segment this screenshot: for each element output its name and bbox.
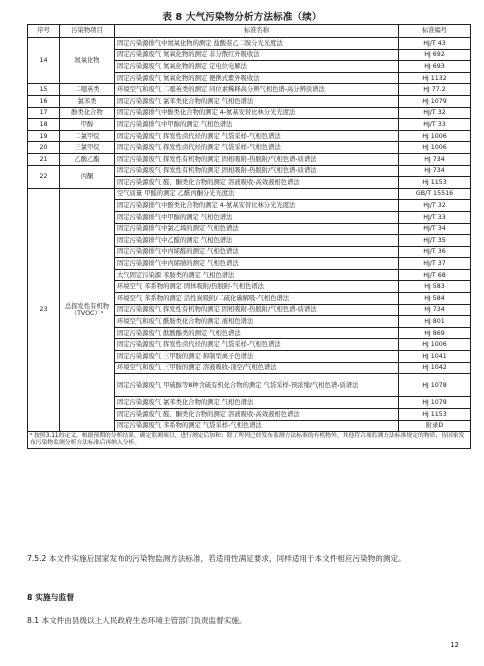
pollutant-name: 总挥发性有机物（TVOC）ᵃ bbox=[60, 188, 115, 431]
standard-name: 环境空气和废气 酰胺类化合物的测定 液相色谱法 bbox=[115, 316, 399, 328]
standard-code: HJ 1153 bbox=[399, 409, 471, 421]
row-number: 19 bbox=[28, 130, 60, 142]
standard-code: HJ 1041 bbox=[399, 351, 471, 363]
standard-code: HJ 1042 bbox=[399, 362, 471, 374]
standard-code: HJ/T 33 bbox=[399, 211, 471, 223]
standard-name: 固定污染源排气中甲醇的测定 气相色谱法 bbox=[115, 211, 399, 223]
standard-code: HJ/T 33 bbox=[399, 119, 471, 131]
table-row bbox=[28, 38, 471, 50]
standard-code: HJ 1079 bbox=[399, 397, 471, 409]
row-number: 14 bbox=[28, 38, 60, 84]
standard-name: 固定污染源废气 甲硫醇等8种含硫有机化合物的测定 气袋采样-预浓缩/气相色谱-质谱法 bbox=[115, 374, 399, 397]
standard-name: 固定污染源废气 醛、酮类化合物的测定 溶液吸收-高效液相色谱法 bbox=[115, 409, 399, 421]
standard-code: HJ 1079 bbox=[399, 95, 471, 107]
table-row bbox=[28, 165, 471, 177]
header-standard-code: 标准编号 bbox=[399, 25, 471, 38]
table-header-row bbox=[28, 25, 471, 38]
standard-code: HJ/T 43 bbox=[399, 38, 471, 50]
standard-code: HJ 583 bbox=[399, 281, 471, 293]
standard-name: 环境空气和废气 二噁英类的测定 同位素稀释高分辨气相色谱-高分辨质谱法 bbox=[115, 84, 399, 96]
table-row bbox=[28, 84, 471, 96]
standard-name: 固定污染源废气 挥发性卤代烃的测定 气袋采样-气相色谱法 bbox=[115, 130, 399, 142]
standard-name: 固定污染源废气 醛、酮类化合物的测定 溶液吸收-高效液相色谱法 bbox=[115, 177, 399, 189]
paragraph-7-5-2: 7.5.2 本文件实施后国家发布的污染物监测方法标准，若适用性满足要求，同样适用于本文件相应污染物的测定。 bbox=[27, 554, 406, 563]
row-number: 22 bbox=[28, 165, 60, 188]
pollutant-name: 二氯甲烷 bbox=[60, 130, 115, 142]
standard-code: HJ/T 32 bbox=[399, 107, 471, 119]
standard-code: HJ/T 37 bbox=[399, 258, 471, 270]
section-8-heading: 8 实施与监督 bbox=[27, 593, 75, 602]
standard-code: HJ 693 bbox=[399, 61, 471, 73]
standard-name: 固定污染源排气中氮氧化物的测定 盐酸萘乙二胺分光光度法 bbox=[115, 38, 399, 50]
standard-code: GB/T 15516 bbox=[399, 188, 471, 200]
standard-name: 固定污染源排气中丙烯醛的测定 气相色谱法 bbox=[115, 246, 399, 258]
standard-code: HJ 1006 bbox=[399, 142, 471, 154]
table-row bbox=[28, 153, 471, 165]
standard-code: HJ 1153 bbox=[399, 177, 471, 189]
standard-name: 固定污染源废气 挥发性卤代烃的测定 气袋采样-气相色谱法 bbox=[115, 339, 399, 351]
page-number: 12 bbox=[450, 641, 459, 649]
standard-code: HJ 1132 bbox=[399, 72, 471, 84]
standard-code: HJ/T 35 bbox=[399, 235, 471, 247]
standard-name: 固定污染源废气 挥发性卤代烃的测定 气袋采样-气相色谱法 bbox=[115, 142, 399, 154]
standard-code: HJ/T 32 bbox=[399, 200, 471, 212]
row-number: 18 bbox=[28, 119, 60, 131]
row-number: 17 bbox=[28, 107, 60, 119]
standard-code: HJ 692 bbox=[399, 49, 471, 61]
table-body bbox=[28, 38, 471, 432]
standard-code: HJ 869 bbox=[399, 327, 471, 339]
standard-name: 固定污染源废气 酞酸酯类的测定 气相色谱法 bbox=[115, 327, 399, 339]
standard-code: HJ 1006 bbox=[399, 130, 471, 142]
standard-name: 固定污染源排气中甲醇的测定 气相色谱法 bbox=[115, 119, 399, 131]
table-row bbox=[28, 188, 471, 200]
pollutant-name: 乙酸乙酯 bbox=[60, 153, 115, 165]
standard-name: 环境空气和废气 三甲胺的测定 溶液吸收-顶空/气相色谱法 bbox=[115, 362, 399, 374]
table-row bbox=[28, 95, 471, 107]
standard-code: HJ 801 bbox=[399, 316, 471, 328]
row-number: 15 bbox=[28, 84, 60, 96]
standard-code: HJ 734 bbox=[399, 304, 471, 316]
pollutant-name: 甲醇 bbox=[60, 119, 115, 131]
standard-name: 固定污染源废气 氯苯类化合物的测定 气相色谱法 bbox=[115, 397, 399, 409]
pollutant-name: 丙酮 bbox=[60, 165, 115, 188]
table-title: 表 8 大气污染物分析方法标准（续） bbox=[162, 12, 322, 23]
standard-name: 环境空气 苯系物的测定 固体吸附/热脱附-气相色谱法 bbox=[115, 281, 399, 293]
standard-name: 固定污染源废气 氮氧化物的测定 定电位电解法 bbox=[115, 61, 399, 73]
standard-name: 固定污染源排气中丙烯腈的测定 气相色谱法 bbox=[115, 258, 399, 270]
standard-code: HJ 77.2 bbox=[399, 84, 471, 96]
standards-table bbox=[27, 24, 471, 449]
pollutant-name: 三氯甲烷 bbox=[60, 142, 115, 154]
standard-code: HJ 734 bbox=[399, 153, 471, 165]
standard-code: HJ/T 36 bbox=[399, 246, 471, 258]
pollutant-name: 二噁英类 bbox=[60, 84, 115, 96]
table-row bbox=[28, 119, 471, 131]
row-number: 23 bbox=[28, 188, 60, 431]
standard-name: 空气质量 甲醛的测定 乙酰丙酮分光光度法 bbox=[115, 188, 399, 200]
pollutant-name: 酚类化合物 bbox=[60, 107, 115, 119]
standard-code: HJ/T 34 bbox=[399, 223, 471, 235]
row-number: 21 bbox=[28, 153, 60, 165]
standard-name: 固定污染源排气中乙醛的测定 气相色谱法 bbox=[115, 235, 399, 247]
standard-name: 固定污染源废气 氮氧化物的测定 非分散红外吸收法 bbox=[115, 49, 399, 61]
table-row bbox=[28, 107, 471, 119]
header-pollutant: 污染物项目 bbox=[60, 25, 115, 38]
standard-code: HJ 734 bbox=[399, 165, 471, 177]
standard-name: 固定污染源排气中酚类化合物的测定 4-氨基安替比林分光光度法 bbox=[115, 200, 399, 212]
table-footnote: ᵃ 按照3.11的定义，根据预期的分析结果，确定监测项目，进行测定后加和；除了所列已经发布监测方法标准的有机物外，其他符合项监测方法标准规定的物质，待国家发布污染物监测分析方法标准后再纳入分析。 bbox=[28, 432, 471, 449]
standard-name: 固定污染源废气 挥发性有机物的测定 固相吸附-热脱附/气相色谱-质谱法 bbox=[115, 304, 399, 316]
header-no: 序号 bbox=[28, 25, 60, 38]
standard-code: HJ/T 68 bbox=[399, 269, 471, 281]
standard-code: HJ 584 bbox=[399, 293, 471, 305]
row-number: 20 bbox=[28, 142, 60, 154]
standard-name: 固定污染源废气 苯系物的测定 气袋采样-气相色谱法 bbox=[115, 420, 399, 432]
standard-code: HJ 1006 bbox=[399, 339, 471, 351]
standard-name: 环境空气 苯系物的测定 活性炭吸附/二硫化碳解吸-气相色谱法 bbox=[115, 293, 399, 305]
header-standard-name: 标准名称 bbox=[115, 25, 399, 38]
table-row bbox=[28, 142, 471, 154]
standard-name: 固定污染源废气 三甲胺的测定 抑制型离子色谱法 bbox=[115, 351, 399, 363]
standard-name: 固定污染源排气中酚类化合物的测定 4-氨基安替比林分光光度法 bbox=[115, 107, 399, 119]
standard-code: 附录D bbox=[399, 420, 471, 432]
standard-code: HJ 1078 bbox=[399, 374, 471, 397]
standard-name: 固定污染源排气中氯乙烯的测定 气相色谱法 bbox=[115, 223, 399, 235]
table-row bbox=[28, 130, 471, 142]
standard-name: 固定污染源废气 挥发性有机物的测定 固相吸附-热脱附/气相色谱-质谱法 bbox=[115, 153, 399, 165]
pollutant-name: 氯苯类 bbox=[60, 95, 115, 107]
standard-name: 固定污染源废气 挥发性有机物的测定 固相吸附-热脱附/气相色谱-质谱法 bbox=[115, 165, 399, 177]
pollutant-name: 氮氧化物 bbox=[60, 38, 115, 84]
footnote-row bbox=[28, 432, 471, 449]
paragraph-8-1: 8.1 本文件由县级以上人民政府生态环境主管部门负责监督实施。 bbox=[27, 616, 247, 625]
standard-name: 固定污染源废气 氮氧化物的测定 便携式紫外吸收法 bbox=[115, 72, 399, 84]
standard-name: 大气固定污染源 苯胺类的测定 气相色谱法 bbox=[115, 269, 399, 281]
standard-name: 固定污染源废气 氯苯类化合物的测定 气相色谱法 bbox=[115, 95, 399, 107]
row-number: 16 bbox=[28, 95, 60, 107]
